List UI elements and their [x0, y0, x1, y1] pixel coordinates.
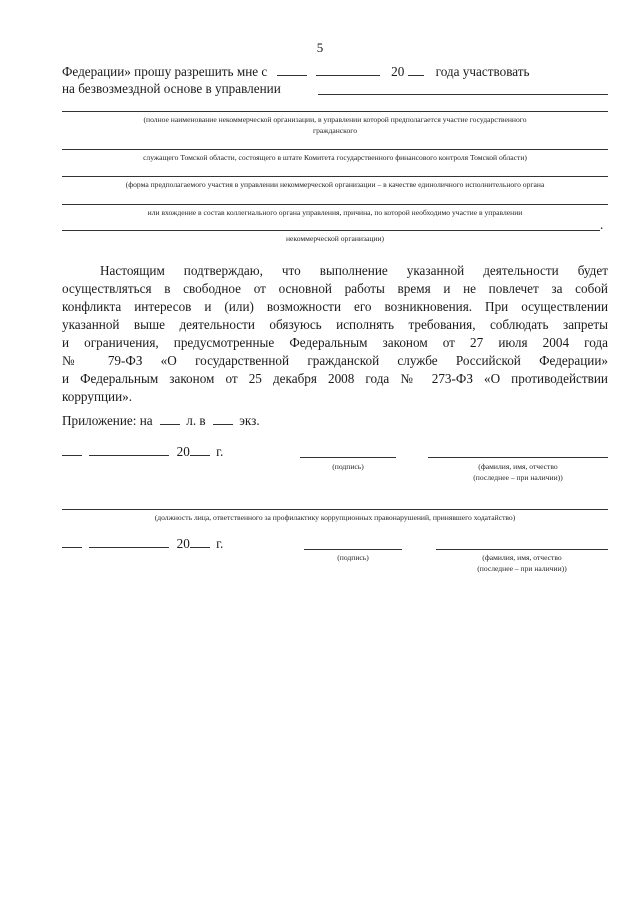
date-line-1	[62, 442, 223, 461]
name-field-2[interactable]	[436, 549, 608, 550]
signature-field-2[interactable]	[304, 549, 402, 550]
date-year-prefix-2: 20	[176, 536, 190, 551]
date-year-prefix-1: 20	[176, 444, 190, 459]
attachment-line	[62, 411, 260, 430]
date-year-suffix-2: г.	[216, 536, 224, 551]
confirmation-line-7: и Федеральным законом от 25 декабря 2008 года № 273-ФЗ «О противодействии	[62, 371, 608, 386]
year-blank[interactable]	[408, 62, 424, 76]
org-name-field-2[interactable]	[62, 111, 608, 112]
org-name-field-1[interactable]	[318, 94, 608, 95]
form-caption-3: некоммерческой организации)	[285, 234, 385, 243]
signature-caption-2: (подпись)	[337, 553, 369, 562]
date-day-blank-2[interactable]	[62, 534, 82, 548]
date-year-blank-1[interactable]	[190, 442, 210, 456]
name-caption-1b: (последнее – при наличии))	[473, 473, 563, 482]
intro-text-end: года участвовать	[435, 64, 530, 79]
year-prefix: 20	[391, 64, 405, 79]
name-caption-1a: (фамилия, имя, отчество	[478, 462, 558, 471]
attachment-mid: л. в	[186, 413, 206, 428]
confirmation-line-2: осуществляться в свободное от основной работы время и не повлечет за собой	[62, 281, 608, 296]
form-caption-1: (форма предполагаемого участия в управлении некоммерческой организации – в качестве единоличного исполнительного органа	[125, 180, 545, 189]
confirmation-line-6: № 79-ФЗ «О государственной гражданской службе Российской Федерации»	[62, 353, 608, 368]
confirmation-line-5: и ограничения, предусмотренные Федеральным законом от 27 июля 2004 года	[62, 335, 608, 350]
responsible-caption: (должность лица, ответственного за профилактику коррупционных правонарушений, принявшего ходатайство)	[154, 513, 516, 522]
month-blank[interactable]	[316, 62, 380, 76]
date-year-blank-2[interactable]	[190, 534, 210, 548]
attachment-prefix: Приложение: на	[62, 413, 153, 428]
responsible-field[interactable]	[62, 509, 608, 510]
name-caption-2a: (фамилия, имя, отчество	[482, 553, 562, 562]
confirmation-line-4: указанной выше деятельности обязуюсь исполнять требования, соблюдать запреты	[62, 317, 608, 332]
form-caption-2: или вхождение в состав коллегиального органа управления, причина, по которой необходимо участие в управлении	[147, 208, 523, 217]
day-blank[interactable]	[277, 62, 307, 76]
intro-text-start: Федерации» прошу разрешить мне с	[62, 64, 268, 79]
employee-field[interactable]	[62, 149, 608, 150]
copies-blank[interactable]	[213, 411, 233, 425]
date-month-blank-2[interactable]	[89, 534, 169, 548]
attachment-suffix: экз.	[239, 413, 260, 428]
form-line-dot: .	[600, 217, 604, 232]
date-day-blank-1[interactable]	[62, 442, 82, 456]
employee-caption: служащего Томской области, состоящего в штате Комитета государственного финансового контроля Томской области)	[143, 153, 527, 162]
sheets-blank[interactable]	[160, 411, 180, 425]
intro-line-2: на безвозмездной основе в управлении	[62, 81, 281, 96]
page-number: 5	[316, 40, 324, 55]
date-month-blank-1[interactable]	[89, 442, 169, 456]
form-field-2[interactable]	[62, 204, 608, 205]
intro-line-1	[62, 62, 582, 81]
confirmation-line-1: Настоящим подтверждаю, что выполнение указанной деятельности будет	[100, 263, 608, 278]
date-line-2	[62, 534, 223, 553]
signature-field-1[interactable]	[300, 457, 396, 458]
org-name-caption-2: гражданского	[312, 126, 358, 135]
name-caption-2b: (последнее – при наличии))	[477, 564, 567, 573]
signature-caption-1: (подпись)	[332, 462, 364, 471]
form-field-3[interactable]	[62, 230, 600, 231]
confirmation-line-8: коррупции».	[62, 389, 133, 404]
confirmation-line-3: конфликта интересов и (или) возможности его возникновения. При осуществлении	[62, 299, 608, 314]
name-field-1[interactable]	[428, 457, 608, 458]
date-year-suffix-1: г.	[216, 444, 224, 459]
form-field-1[interactable]	[62, 176, 608, 177]
org-name-caption-1: (полное наименование некоммерческой организации, в управлении которой предполагается участие государственного	[143, 115, 527, 124]
